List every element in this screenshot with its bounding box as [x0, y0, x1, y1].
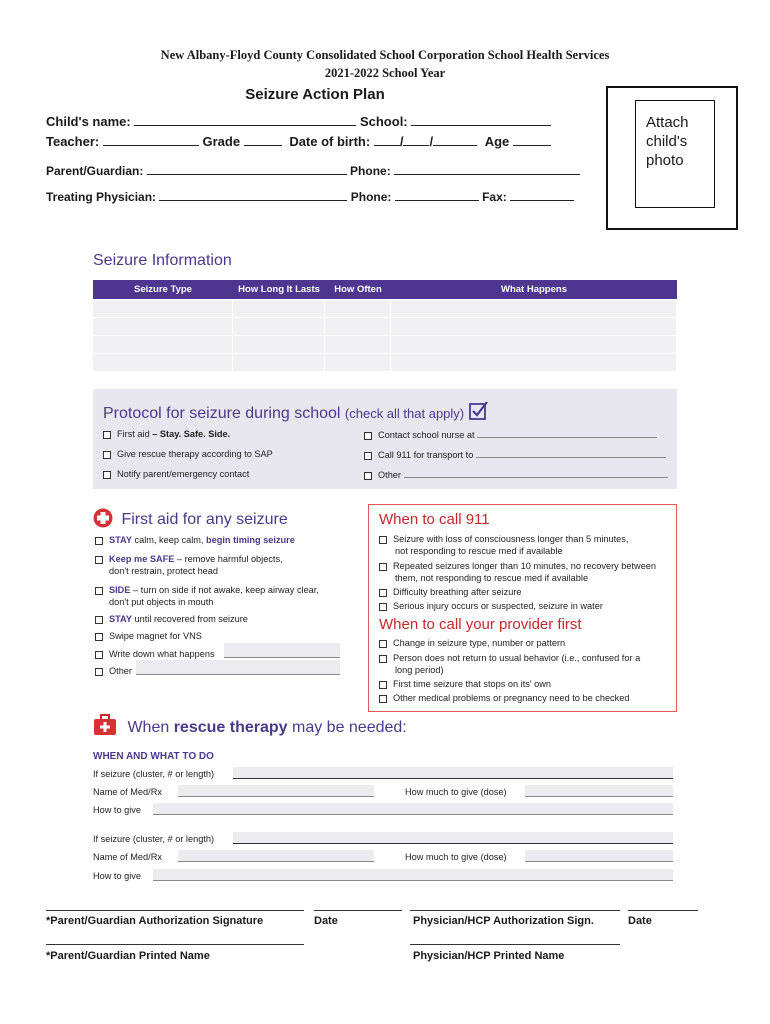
physician-input[interactable] — [159, 189, 347, 201]
rescue-how-input[interactable] — [153, 869, 673, 881]
call-911-title: When to call 911 — [379, 511, 490, 528]
parent-print-line[interactable] — [46, 944, 304, 945]
hcp-date-line[interactable] — [628, 910, 698, 911]
parent-phone-input[interactable] — [394, 163, 580, 175]
seizure-info-title: Seizure Information — [93, 252, 232, 269]
first-aid-cross-icon — [93, 508, 113, 528]
protocol-other[interactable] — [364, 469, 668, 480]
first-aid-line2: don't put objects in mouth — [109, 597, 214, 607]
checkbox[interactable] — [103, 431, 111, 439]
first-aid-bold: STAY — [109, 535, 132, 545]
grade-label: Grade — [202, 134, 241, 149]
checkbox[interactable] — [379, 563, 387, 571]
child-name-label: Child's name: — [46, 114, 131, 129]
first-aid-bold: STAY — [109, 614, 132, 624]
checkbox[interactable] — [95, 616, 103, 624]
parent-print-label: *Parent/Guardian Printed Name — [46, 950, 210, 962]
first-aid-line2: don't restrain, protect head — [109, 566, 219, 576]
nurse-input[interactable] — [477, 429, 657, 438]
protocol-item-label: Call 911 for transport to — [378, 450, 474, 460]
col-seizure-type: Seizure Type — [134, 284, 192, 295]
photo-box[interactable] — [606, 86, 738, 230]
rescue-dose-label: How much to give (dose) — [405, 787, 507, 797]
call-911-item[interactable] — [379, 560, 656, 584]
rescue-how-label: How to give — [93, 805, 142, 815]
item-text: Seizure with loss of consciousness longer than 5 minutes, — [393, 534, 629, 544]
checkbox[interactable] — [95, 587, 103, 595]
school-input[interactable] — [411, 114, 551, 126]
other-input[interactable] — [404, 469, 668, 478]
write-down-input[interactable] — [224, 643, 340, 658]
first-aid-item[interactable] — [95, 649, 215, 659]
rescue-subhead: WHEN AND WHAT TO DO — [93, 751, 214, 762]
school-year: 2021-2022 School Year — [324, 66, 446, 80]
hcp-print-line[interactable] — [410, 944, 620, 945]
protocol-item-label: First aid — [117, 429, 150, 439]
col-how-long: How Long It Lasts — [238, 284, 320, 295]
fax-input[interactable] — [510, 189, 574, 201]
seizure-table-header — [93, 280, 677, 299]
first-aid-text: – turn on side if not awake, keep airway clear, — [130, 585, 319, 595]
photo-frame — [635, 100, 715, 208]
table-cell[interactable] — [325, 336, 391, 354]
rescue-title-pre: When — [127, 719, 174, 736]
protocol-title-row — [103, 401, 489, 423]
checkbox[interactable] — [379, 695, 387, 703]
item-text: Other medical problems or pregnancy need to be checked — [393, 693, 630, 703]
parent-signature-line[interactable] — [46, 910, 304, 911]
photo-text-3: photo — [646, 152, 684, 169]
checkbox[interactable] — [364, 472, 372, 480]
call-provider-item[interactable] — [379, 638, 565, 648]
first-aid-item[interactable] — [95, 535, 295, 545]
checkbox[interactable] — [95, 537, 103, 545]
age-input[interactable] — [513, 134, 551, 146]
item-text: Change in seizure type, number or pattern — [393, 638, 566, 648]
emergency-box — [368, 504, 677, 712]
checkbox[interactable] — [95, 556, 103, 564]
table-cell[interactable] — [325, 318, 391, 336]
table-cell[interactable] — [325, 300, 391, 318]
protocol-item-label: Give rescue therapy according to SAP — [117, 449, 273, 459]
hcp-print-label: Physician/HCP Printed Name — [413, 950, 565, 962]
hcp-signature-line[interactable] — [410, 910, 620, 911]
dob-label: Date of birth: — [289, 134, 371, 149]
first-aid-text: until recovered from seizure — [131, 614, 248, 624]
first-aid-text: Other — [109, 666, 132, 676]
fax-label: Fax: — [482, 190, 507, 204]
checkbox[interactable] — [379, 536, 387, 544]
dob-sep-2: / — [429, 134, 434, 149]
teacher-input[interactable] — [103, 134, 199, 146]
first-aid-other-input[interactable] — [136, 660, 340, 675]
first-aid-bold: SIDE — [109, 585, 131, 595]
child-name-input[interactable] — [134, 114, 356, 126]
age-label: Age — [484, 134, 510, 149]
item-text-2: not responding to rescue med if available — [395, 546, 563, 556]
rescue-how-input[interactable] — [153, 803, 673, 815]
first-aid-text: Swipe magnet for VNS — [109, 631, 202, 641]
plan-title: Seizure Action Plan — [245, 86, 385, 103]
first-aid-title-row — [93, 508, 288, 529]
rescue-title-row — [93, 714, 407, 737]
protocol-item-label: Other — [378, 470, 401, 480]
protocol-notify[interactable] — [103, 469, 249, 479]
protocol-nurse[interactable] — [364, 429, 657, 440]
protocol-item-label: Contact school nurse at — [378, 430, 475, 440]
call-911-item[interactable] — [379, 601, 603, 611]
table-cell[interactable] — [93, 336, 233, 354]
call-911-item[interactable] — [379, 587, 522, 597]
first-aid-item[interactable] — [95, 584, 319, 608]
teacher-label: Teacher: — [46, 134, 100, 149]
first-aid-text: – remove harmful objects, — [174, 554, 283, 564]
dob-day-input[interactable] — [403, 134, 429, 146]
rescue-if-input[interactable] — [233, 832, 673, 844]
protocol-title: Protocol for seizure during school — [103, 405, 341, 422]
dob-sep-1: / — [399, 134, 404, 149]
item-text: Serious injury occurs or suspected, seizure in water — [393, 601, 603, 611]
dob-year-input[interactable] — [433, 134, 477, 146]
checkbox-checked-icon — [469, 401, 489, 421]
hcp-date-label: Date — [628, 915, 652, 927]
first-aid-text: Write down what happens — [109, 649, 215, 659]
protocol-911[interactable] — [364, 449, 666, 460]
org-title: New Albany-Floyd County Consolidated School Corporation School Health Services — [160, 48, 610, 62]
table-cell[interactable] — [391, 300, 677, 318]
checkbox[interactable] — [95, 668, 103, 676]
rescue-if-input[interactable] — [233, 767, 673, 779]
rescue-title-bold: rescue therapy — [173, 719, 288, 736]
checkbox[interactable] — [379, 681, 387, 689]
physician-row — [46, 189, 574, 204]
parent-date-label: Date — [314, 915, 338, 927]
protocol-box — [93, 389, 677, 489]
child-name-row — [46, 114, 551, 129]
item-text-2: them, not responding to rescue med if available — [395, 573, 589, 583]
medical-kit-icon — [93, 714, 117, 736]
first-aid-title: First aid for any seizure — [121, 511, 288, 528]
parent-row — [46, 163, 580, 178]
parent-input[interactable] — [147, 163, 347, 175]
checkbox[interactable] — [103, 451, 111, 459]
rescue-med-input[interactable] — [178, 785, 374, 797]
transport-input[interactable] — [476, 449, 666, 458]
checkbox[interactable] — [95, 633, 103, 641]
item-text: Difficulty breathing after seizure — [393, 587, 522, 597]
item-text-2: long period) — [395, 665, 444, 675]
school-label: School: — [359, 114, 408, 129]
dob-month-input[interactable] — [374, 134, 400, 146]
protocol-item-label: Notify parent/emergency contact — [117, 469, 250, 479]
checkbox[interactable] — [379, 640, 387, 648]
rescue-if-label: If seizure (cluster, # or length) — [93, 834, 215, 844]
first-aid-text: calm, keep calm, — [131, 535, 207, 545]
physician-phone-label: Phone: — [350, 190, 392, 204]
call-provider-title: When to call your provider first — [379, 616, 582, 633]
protocol-first-aid[interactable] — [103, 429, 230, 439]
call-provider-item[interactable] — [379, 652, 640, 676]
item-text: Person does not return to usual behavior (i.e., confused for a — [393, 653, 641, 663]
rescue-dose-input[interactable] — [525, 785, 673, 797]
table-cell[interactable] — [233, 336, 325, 354]
table-cell[interactable] — [233, 354, 325, 372]
col-what-happens: What Happens — [501, 284, 567, 295]
rescue-med-label: Name of Med/Rx — [93, 852, 162, 862]
table-cell[interactable] — [325, 354, 391, 372]
photo-text-1: Attach — [646, 114, 689, 131]
table-cell[interactable] — [93, 354, 233, 372]
rescue-dose-input[interactable] — [525, 850, 673, 862]
physician-label: Treating Physician: — [46, 190, 157, 204]
grade-input[interactable] — [244, 134, 282, 146]
rescue-if-label: If seizure (cluster, # or length) — [93, 769, 215, 779]
item-text: Repeated seizures longer than 10 minutes, no recovery between — [393, 561, 657, 571]
first-aid-item[interactable] — [95, 553, 283, 577]
first-aid-bold2: begin timing seizure — [206, 535, 295, 545]
checkbox[interactable] — [364, 432, 372, 440]
physician-phone-input[interactable] — [395, 189, 479, 201]
parent-date-line[interactable] — [314, 910, 402, 911]
first-aid-bold: Keep me SAFE — [109, 554, 175, 564]
protocol-subtitle: (check all that apply) — [344, 406, 465, 421]
first-aid-item[interactable] — [95, 631, 202, 641]
first-aid-item[interactable] — [95, 666, 132, 676]
rescue-dose-label: How much to give (dose) — [405, 852, 507, 862]
checkbox[interactable] — [95, 651, 103, 659]
rescue-med-input[interactable] — [178, 850, 374, 862]
table-cell[interactable] — [93, 300, 233, 318]
checkbox[interactable] — [103, 471, 111, 479]
seizure-table — [93, 300, 677, 372]
table-cell[interactable] — [391, 336, 677, 354]
protocol-rescue[interactable] — [103, 449, 273, 459]
call-provider-item[interactable] — [379, 693, 629, 703]
item-text: First time seizure that stops on its' own — [393, 679, 551, 689]
parent-label: Parent/Guardian: — [46, 164, 144, 178]
hcp-signature-label: Physician/HCP Authorization Sign. — [413, 915, 594, 927]
rescue-title-post: may be needed: — [287, 719, 407, 736]
call-provider-item[interactable] — [379, 679, 551, 689]
checkbox[interactable] — [364, 452, 372, 460]
rescue-med-label: Name of Med/Rx — [93, 787, 162, 797]
table-cell[interactable] — [391, 354, 677, 372]
rescue-how-label: How to give — [93, 871, 142, 881]
teacher-row — [46, 134, 551, 149]
photo-text-2: child's — [646, 133, 688, 150]
checkbox[interactable] — [379, 603, 387, 611]
table-cell[interactable] — [391, 318, 677, 336]
protocol-item-bold: – Stay. Safe. Side. — [149, 429, 231, 439]
first-aid-item[interactable] — [95, 614, 248, 624]
checkbox[interactable] — [379, 589, 387, 597]
phone-label: Phone: — [350, 164, 391, 178]
parent-signature-label: *Parent/Guardian Authorization Signature — [46, 915, 264, 927]
col-how-often: How Often — [334, 284, 382, 295]
table-cell[interactable] — [233, 300, 325, 318]
checkbox[interactable] — [379, 655, 387, 663]
table-cell[interactable] — [93, 318, 233, 336]
table-cell[interactable] — [233, 318, 325, 336]
call-911-item[interactable] — [379, 533, 628, 557]
